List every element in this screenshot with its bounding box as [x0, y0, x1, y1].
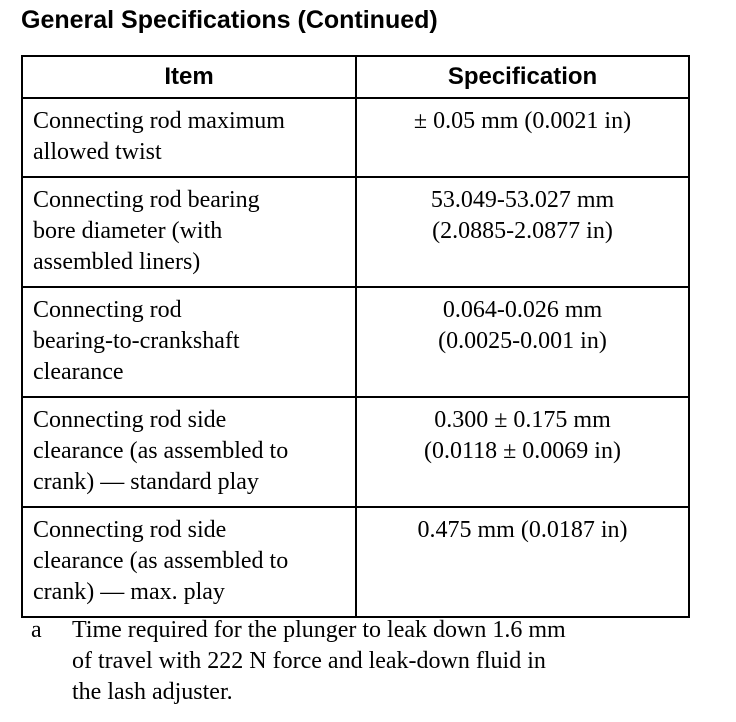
- table-row: [22, 397, 689, 507]
- item-line: assembled liners): [33, 249, 201, 275]
- item-cell: [22, 397, 356, 507]
- column-header-item: Item: [22, 56, 356, 98]
- table-row: [22, 287, 689, 397]
- item-cell: [22, 177, 356, 287]
- spec-line: (2.0885-2.0877 in): [432, 218, 613, 244]
- table-row: [22, 177, 689, 287]
- table-header-row: [22, 56, 689, 98]
- item-line: bore diameter (with: [33, 218, 223, 244]
- specification-cell: [356, 397, 689, 507]
- item-cell: [22, 507, 356, 617]
- spec-line: 0.475 mm (0.0187 in): [417, 517, 628, 543]
- item-line: clearance: [33, 359, 124, 385]
- item-line: crank) — max. play: [33, 579, 225, 605]
- spec-line: (0.0118 ± 0.0069 in): [424, 438, 621, 464]
- footnote-mark: a: [31, 617, 42, 643]
- table-row: [22, 507, 689, 617]
- item-line: crank) — standard play: [33, 469, 259, 495]
- page-title: General Specifications (Continued): [21, 6, 438, 34]
- footnote-line: of travel with 222 N force and leak-down fluid in: [72, 648, 546, 674]
- spec-line: ± 0.05 mm (0.0021 in): [413, 108, 632, 134]
- specifications-table: [21, 55, 690, 618]
- footnote-line: Time required for the plunger to leak down 1.6 mm: [72, 617, 566, 643]
- item-line: Connecting rod bearing: [33, 187, 260, 213]
- footnote-line: the lash adjuster.: [72, 679, 233, 705]
- footnote-text: [72, 615, 692, 708]
- item-line: clearance (as assembled to: [33, 548, 289, 574]
- specification-cell: [356, 98, 689, 177]
- specification-cell: [356, 177, 689, 287]
- spec-line: 0.064-0.026 mm: [442, 297, 603, 323]
- item-line: Connecting rod side: [33, 407, 227, 433]
- spec-line: (0.0025-0.001 in): [438, 328, 607, 354]
- specification-cell: [356, 287, 689, 397]
- item-cell: [22, 287, 356, 397]
- item-line: allowed twist: [33, 139, 162, 165]
- item-cell: [22, 98, 356, 177]
- item-line: clearance (as assembled to: [33, 438, 289, 464]
- spec-line: 53.049-53.027 mm: [430, 187, 615, 213]
- item-line: Connecting rod maximum: [33, 108, 285, 134]
- item-line: Connecting rod side: [33, 517, 227, 543]
- column-header-specification: Specification: [356, 56, 689, 98]
- spec-line: 0.300 ± 0.175 mm: [434, 407, 611, 433]
- specification-cell: [356, 507, 689, 617]
- table-row: [22, 98, 689, 177]
- item-line: bearing-to-crankshaft: [33, 328, 240, 354]
- item-line: Connecting rod: [33, 297, 182, 323]
